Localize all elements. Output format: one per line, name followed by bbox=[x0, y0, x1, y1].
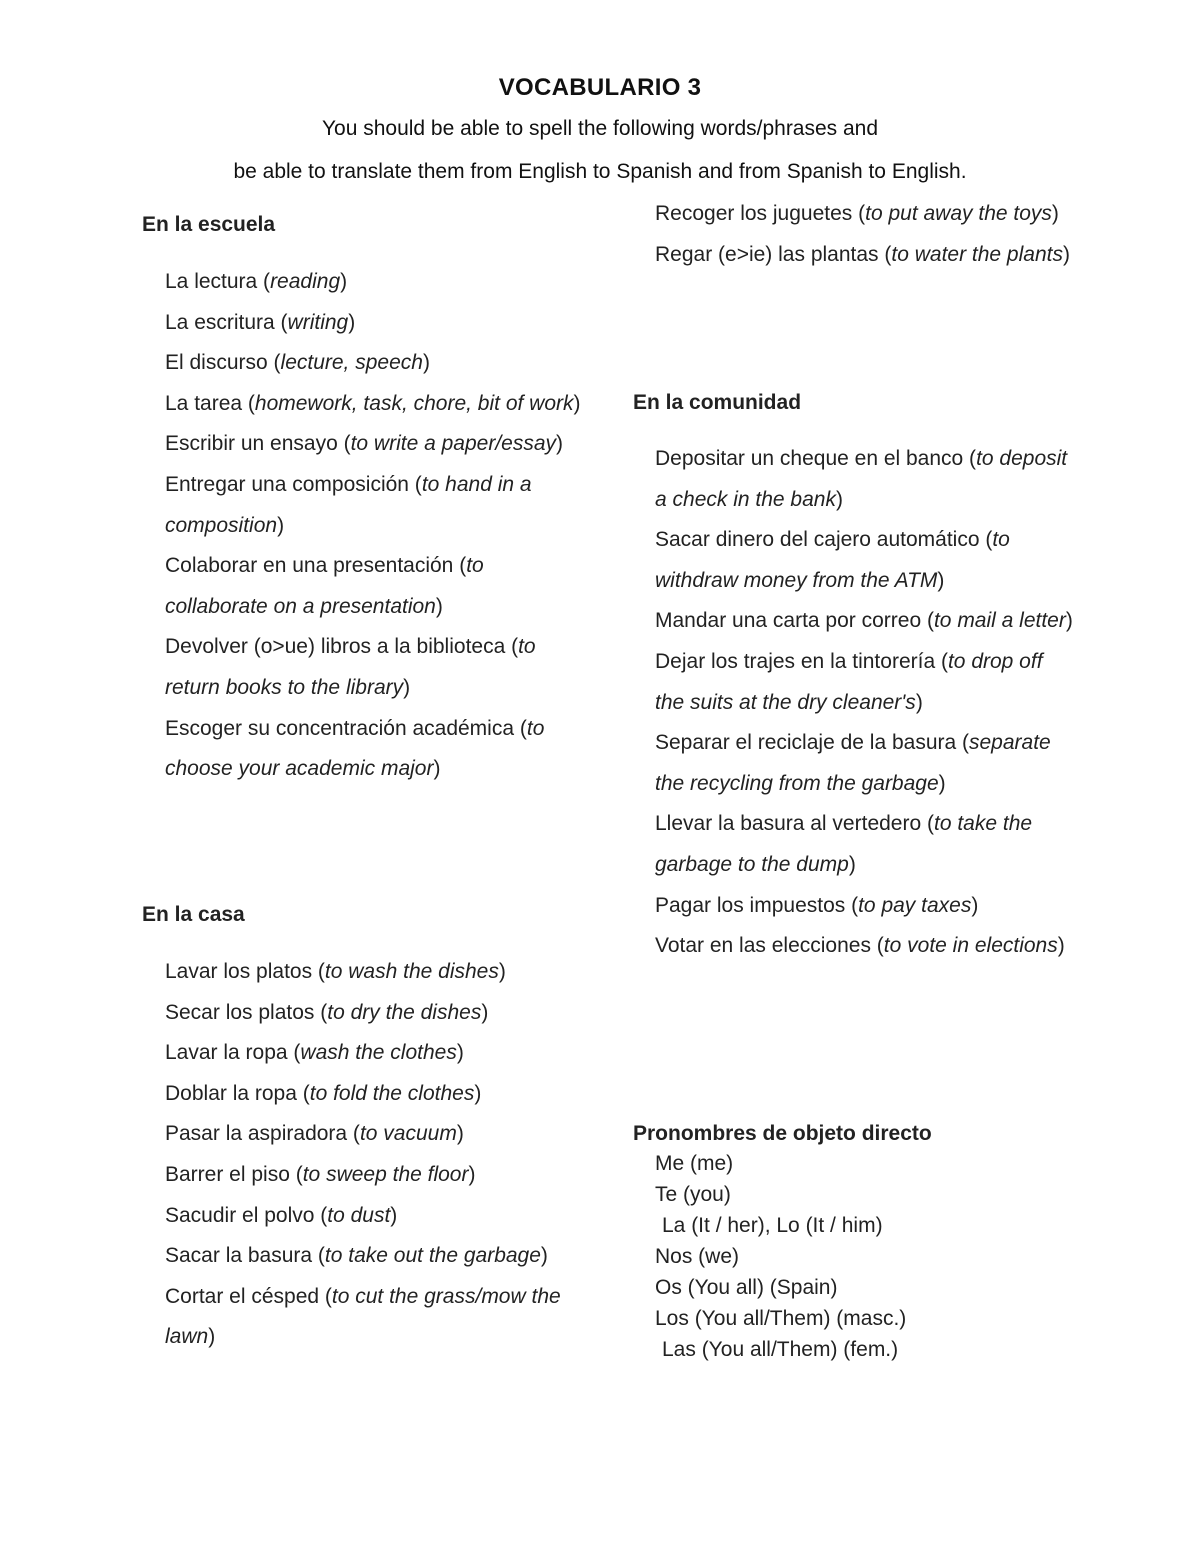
english-translation: to write a paper/essay bbox=[350, 432, 557, 456]
intro-line-1: You should be able to spell the following words/phrases and bbox=[321, 117, 879, 140]
english-translation: to collaborate on a presentation bbox=[165, 554, 484, 618]
vocab-item bbox=[165, 627, 585, 708]
english-translation: to take the garbage to the dump bbox=[655, 812, 1033, 876]
vocab-item bbox=[655, 235, 1075, 276]
closing-paren: ) bbox=[435, 594, 443, 618]
section-heading-comunidad: En la comunidad bbox=[633, 391, 802, 414]
closing-paren: ) bbox=[848, 852, 856, 876]
closing-paren: ) bbox=[938, 771, 946, 795]
english-translation: to water the plants bbox=[891, 242, 1063, 266]
english-translation: to hand in a composition bbox=[165, 472, 532, 537]
english-translation: to dry the dishes bbox=[327, 1000, 482, 1024]
spanish-term: El discurso ( bbox=[165, 351, 281, 375]
closing-paren: ) bbox=[971, 893, 979, 917]
spanish-term: Llevar la basura al vertedero ( bbox=[655, 812, 934, 836]
vocab-item bbox=[165, 952, 585, 993]
spanish-term: Mandar una carta por correo ( bbox=[655, 609, 934, 633]
closing-paren: ) bbox=[915, 690, 923, 714]
closing-paren: ) bbox=[1062, 242, 1070, 266]
spanish-term: Escoger su concentración académica ( bbox=[165, 716, 527, 740]
spanish-term: Recoger los juguetes ( bbox=[655, 202, 866, 225]
vocab-item bbox=[165, 303, 585, 344]
spanish-term: Escribir un ensayo ( bbox=[165, 432, 351, 456]
pronoun-item: Las (You all/Them) (fem.) bbox=[662, 1338, 899, 1361]
spanish-term: Pasar la aspiradora ( bbox=[165, 1122, 360, 1146]
closing-paren: ) bbox=[474, 1081, 482, 1105]
closing-paren: ) bbox=[835, 487, 843, 511]
english-translation: to take out the garbage bbox=[324, 1244, 541, 1268]
vocab-item bbox=[165, 262, 585, 303]
vocab-item bbox=[165, 1155, 585, 1196]
closing-paren: ) bbox=[208, 1325, 216, 1349]
english-translation: to cut the grass/mow the lawn bbox=[165, 1284, 561, 1349]
vocab-item bbox=[655, 601, 1075, 642]
vocab-item bbox=[165, 1114, 585, 1155]
pronoun-item: Te (you) bbox=[655, 1183, 731, 1206]
spanish-term: Votar en las elecciones ( bbox=[655, 934, 884, 958]
spanish-term: Colaborar en una presentación ( bbox=[165, 554, 467, 578]
english-translation: separate the recycling from the garbage bbox=[655, 731, 1051, 795]
spanish-term: Doblar la ropa ( bbox=[165, 1081, 310, 1105]
spanish-term: Secar los platos ( bbox=[165, 1000, 328, 1024]
closing-paren: ) bbox=[498, 960, 506, 983]
section-heading-pronombres: Pronombres de objeto directo bbox=[633, 1122, 932, 1145]
english-translation: wash the clothes bbox=[300, 1041, 457, 1065]
spanish-term: Lavar la ropa ( bbox=[165, 1041, 301, 1065]
english-translation: to vote in elections bbox=[883, 934, 1058, 958]
vocab-item bbox=[165, 424, 585, 465]
vocab-item bbox=[165, 384, 585, 425]
vocab-item bbox=[165, 1074, 585, 1115]
vocab-list-comunidad bbox=[655, 439, 1075, 967]
vocab-item bbox=[655, 886, 1075, 927]
vocab-list-casa-continued bbox=[655, 194, 1075, 275]
spanish-term: La lectura ( bbox=[165, 270, 271, 293]
section-heading-escuela: En la escuela bbox=[142, 213, 276, 236]
closing-paren: ) bbox=[573, 391, 581, 415]
vocab-item bbox=[165, 1236, 585, 1277]
vocab-item bbox=[165, 709, 585, 790]
closing-paren: ) bbox=[540, 1244, 548, 1268]
english-translation: to sweep the floor bbox=[302, 1162, 469, 1186]
pronoun-item: Me (me) bbox=[655, 1152, 734, 1175]
vocab-item bbox=[165, 1277, 585, 1358]
closing-paren: ) bbox=[1051, 202, 1059, 225]
english-translation: to dust bbox=[327, 1203, 391, 1227]
spanish-term: Separar el reciclaje de la basura ( bbox=[655, 731, 969, 755]
english-translation: to vacuum bbox=[359, 1122, 457, 1146]
english-translation: to return books to the library bbox=[165, 635, 536, 699]
spanish-term: Barrer el piso ( bbox=[165, 1162, 303, 1186]
closing-paren: ) bbox=[456, 1122, 464, 1146]
pronoun-list bbox=[655, 1148, 1075, 1365]
vocab-item bbox=[655, 804, 1075, 885]
closing-paren: ) bbox=[390, 1203, 398, 1227]
closing-paren: ) bbox=[468, 1162, 476, 1186]
closing-paren: ) bbox=[556, 432, 564, 456]
closing-paren: ) bbox=[348, 310, 356, 334]
spanish-term: Entregar una composición ( bbox=[165, 472, 422, 496]
spanish-term: Depositar un cheque en el banco ( bbox=[655, 447, 977, 470]
closing-paren: ) bbox=[456, 1041, 464, 1065]
english-translation: homework, task, chore, bit of work bbox=[254, 391, 574, 415]
closing-paren: ) bbox=[1065, 609, 1073, 633]
english-translation: to mail a letter bbox=[933, 609, 1066, 633]
vocab-list-casa bbox=[165, 952, 585, 1358]
intro-line-2: be able to translate them from English to Spanish and from Spanish to English. bbox=[233, 160, 967, 183]
spanish-term: Sacar dinero del cajero automático ( bbox=[655, 528, 993, 552]
spanish-term: La tarea ( bbox=[165, 391, 255, 415]
vocab-item bbox=[655, 723, 1075, 804]
spanish-term: La escritura ( bbox=[165, 310, 288, 334]
english-translation: to put away the toys bbox=[865, 202, 1052, 225]
closing-paren: ) bbox=[340, 270, 348, 293]
spanish-term: Devolver (o>ue) libros a la biblioteca ( bbox=[165, 635, 519, 659]
pronoun-item: Os (You all) (Spain) bbox=[655, 1276, 838, 1299]
english-translation: to withdraw money from the ATM bbox=[655, 528, 1010, 592]
vocab-list-escuela bbox=[165, 262, 585, 790]
spanish-term: Regar (e>ie) las plantas ( bbox=[655, 242, 892, 266]
pronoun-item: La (It / her), Lo (It / him) bbox=[662, 1214, 883, 1237]
vocab-item bbox=[655, 926, 1075, 967]
english-translation: to pay taxes bbox=[858, 893, 972, 917]
closing-paren: ) bbox=[403, 675, 411, 699]
english-translation: to drop off the suits at the dry cleaner's bbox=[655, 649, 1043, 714]
english-translation: to wash the dishes bbox=[324, 960, 499, 983]
closing-paren: ) bbox=[481, 1000, 489, 1024]
vocab-item bbox=[655, 439, 1075, 520]
vocab-item bbox=[165, 1033, 585, 1074]
vocab-item bbox=[165, 343, 585, 384]
closing-paren: ) bbox=[422, 351, 430, 375]
english-translation: writing bbox=[287, 310, 349, 334]
english-translation: to choose your academic major bbox=[165, 716, 545, 781]
closing-paren: ) bbox=[433, 757, 441, 781]
english-translation: reading bbox=[270, 270, 341, 293]
pronoun-item: Los (You all/Them) (masc.) bbox=[655, 1307, 907, 1330]
spanish-term: Lavar los platos ( bbox=[165, 960, 325, 983]
spanish-term: Sacudir el polvo ( bbox=[165, 1203, 328, 1227]
spanish-term: Dejar los trajes en la tintorería ( bbox=[655, 649, 948, 673]
vocab-item bbox=[655, 642, 1075, 723]
spanish-term: Cortar el césped ( bbox=[165, 1284, 332, 1308]
page-title: VOCABULARIO 3 bbox=[498, 74, 702, 101]
english-translation: to deposit a check in the bank bbox=[655, 447, 1068, 511]
vocab-item bbox=[655, 194, 1075, 235]
pronoun-item: Nos (we) bbox=[655, 1245, 740, 1268]
closing-paren: ) bbox=[937, 568, 945, 592]
closing-paren: ) bbox=[1057, 934, 1065, 958]
spanish-term: Sacar la basura ( bbox=[165, 1244, 325, 1268]
section-heading-casa: En la casa bbox=[142, 903, 245, 926]
vocab-item bbox=[165, 993, 585, 1034]
english-translation: lecture, speech bbox=[280, 351, 423, 375]
vocab-item bbox=[165, 546, 585, 627]
vocab-item bbox=[165, 465, 585, 546]
spanish-term: Pagar los impuestos ( bbox=[655, 893, 859, 917]
english-translation: to fold the clothes bbox=[309, 1081, 475, 1105]
vocab-item bbox=[655, 520, 1075, 601]
closing-paren: ) bbox=[277, 513, 285, 537]
vocab-item bbox=[165, 1196, 585, 1237]
